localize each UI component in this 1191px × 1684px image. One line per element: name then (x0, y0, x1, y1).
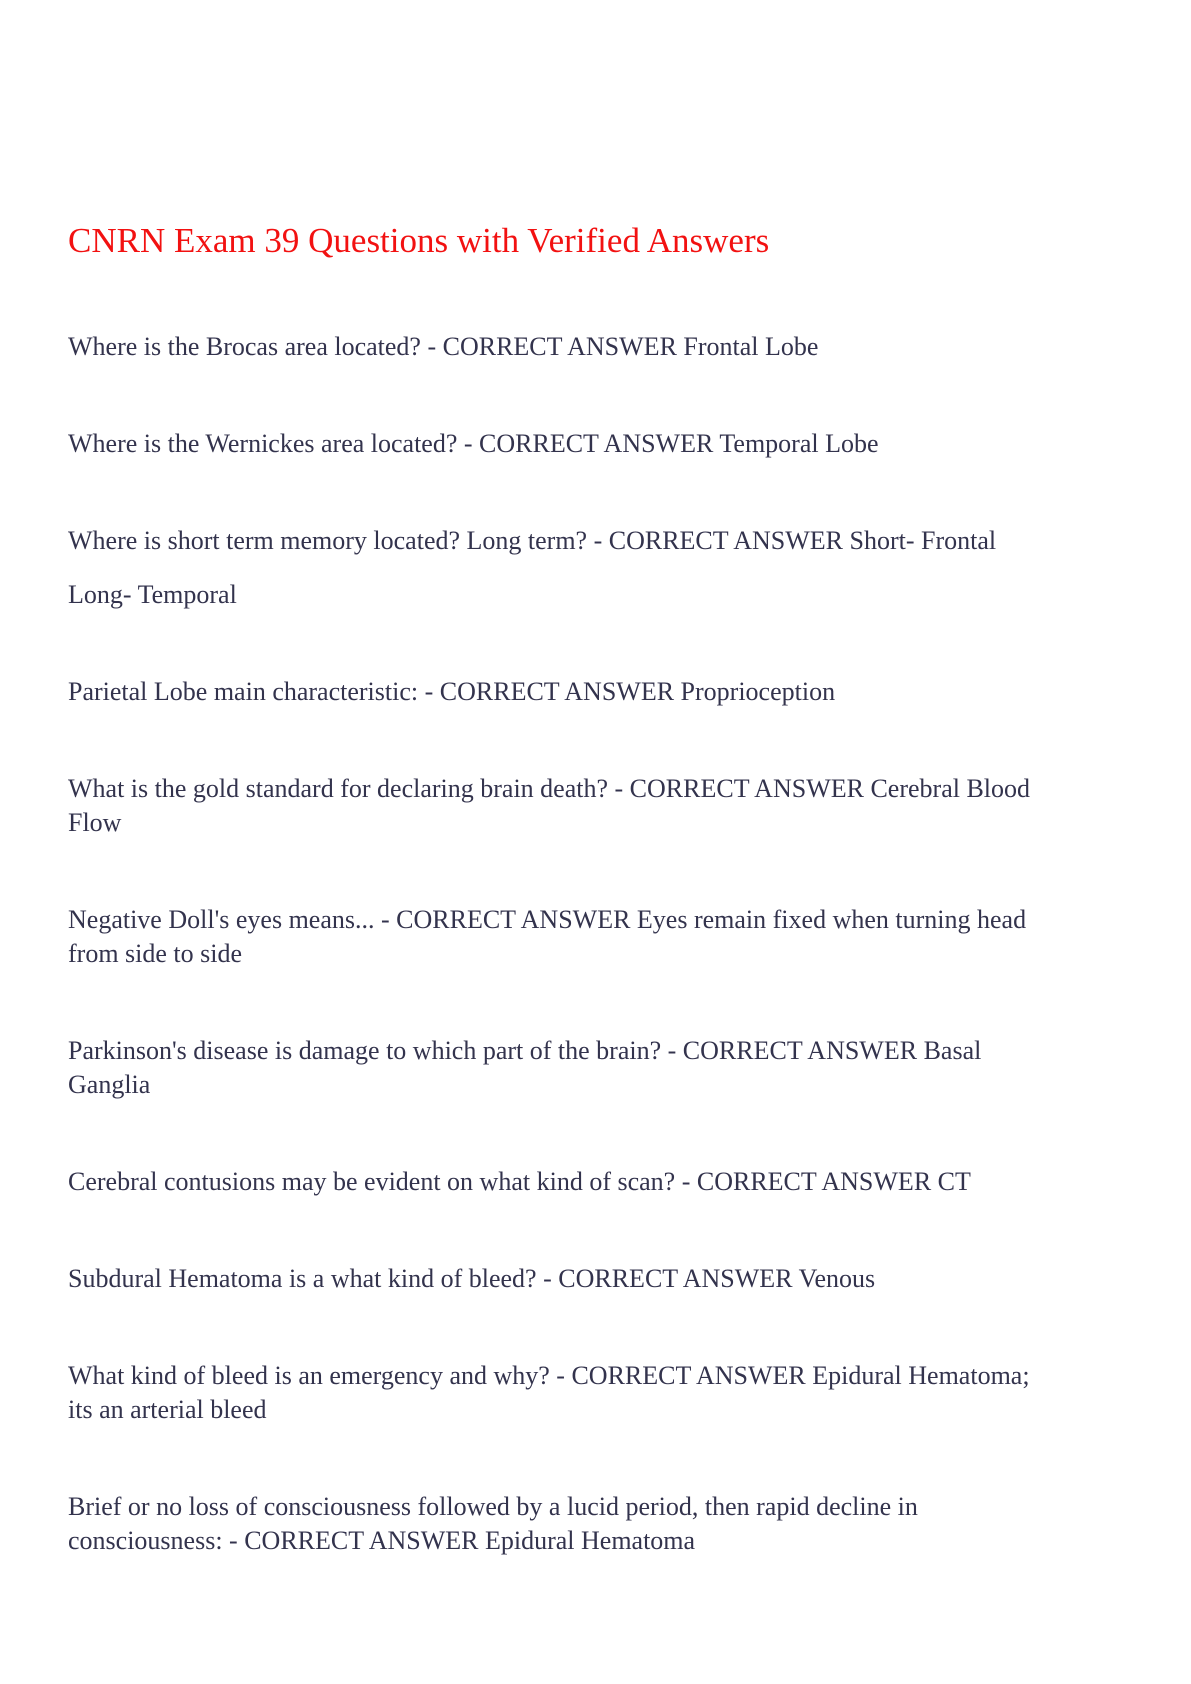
qa-line: What kind of bleed is an emergency and why? - CORRECT ANSWER Epidural Hematoma; (68, 1361, 1030, 1390)
qa-line: Ganglia (68, 1070, 151, 1099)
qa-line: Where is the Wernickes area located? - CORRECT ANSWER Temporal Lobe (68, 429, 879, 458)
qa-item-brocas-area (68, 330, 1128, 364)
document-title: CNRN Exam 39 Questions with Verified Answers (68, 221, 770, 260)
qa-item-emergency-bleed (68, 1359, 1128, 1427)
qa-line: its an arterial bleed (68, 1395, 267, 1424)
qa-line: Where is short term memory located? Long term? - CORRECT ANSWER Short- Frontal (68, 526, 997, 555)
qa-item-wernickes-area (68, 427, 1128, 461)
qa-item-cerebral-contusions (68, 1165, 1128, 1199)
qa-item-brain-death (68, 772, 1128, 840)
qa-line: What is the gold standard for declaring brain death? - CORRECT ANSWER Cerebral Blood (68, 774, 1031, 803)
qa-line: Where is the Brocas area located? - CORRECT ANSWER Frontal Lobe (68, 332, 819, 361)
qa-item-dolls-eyes (68, 903, 1128, 971)
qa-line: Negative Doll's eyes means... - CORRECT ANSWER Eyes remain fixed when turning head (68, 905, 1027, 934)
qa-line: consciousness: - CORRECT ANSWER Epidural Hematoma (68, 1526, 696, 1555)
qa-item-memory-location (68, 524, 1128, 612)
qa-line: Long- Temporal (68, 580, 237, 609)
qa-line: from side to side (68, 939, 243, 968)
qa-item-subdural-hematoma (68, 1262, 1128, 1296)
qa-line: Cerebral contusions may be evident on what kind of scan? - CORRECT ANSWER CT (68, 1167, 971, 1196)
qa-line: Parietal Lobe main characteristic: - CORRECT ANSWER Proprioception (68, 677, 836, 706)
qa-line: Flow (68, 808, 122, 837)
qa-item-parietal-lobe (68, 675, 1128, 709)
qa-item-lucid-period (68, 1490, 1128, 1558)
qa-line: Subdural Hematoma is a what kind of bleed? - CORRECT ANSWER Venous (68, 1264, 876, 1293)
qa-line: Parkinson's disease is damage to which part of the brain? - CORRECT ANSWER Basal (68, 1036, 982, 1065)
qa-item-parkinsons (68, 1034, 1128, 1102)
qa-line: Brief or no loss of consciousness followed by a lucid period, then rapid decline in (68, 1492, 918, 1521)
